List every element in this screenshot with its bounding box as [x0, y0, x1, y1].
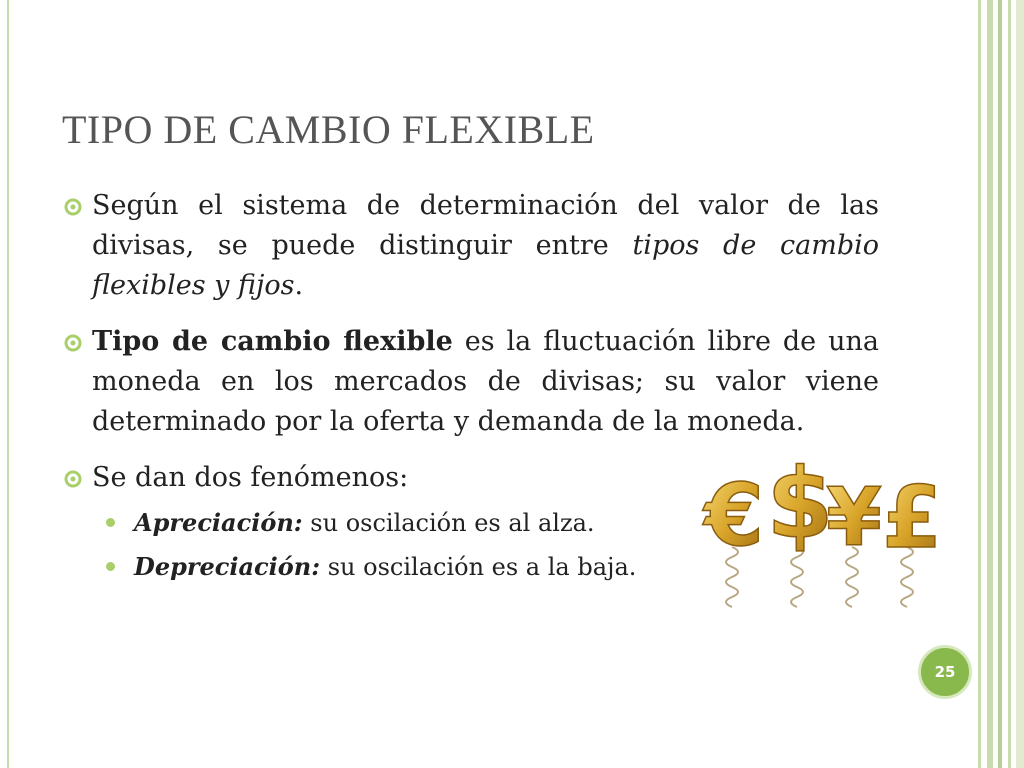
- pound-symbol-icon: £: [882, 468, 942, 568]
- sub-bullet-text: su oscilación es a la baja.: [320, 553, 637, 581]
- sub-bullet-dot: [106, 562, 115, 571]
- right-stripe: [978, 0, 981, 768]
- left-border-line: [7, 0, 9, 768]
- sub-bullet-text: su oscilación es al alza.: [302, 509, 595, 537]
- bullet-text: Según el sistema de determinación del valor de las divisas, se puede distinguir entre: [92, 190, 879, 261]
- dollar-symbol-icon: $: [766, 455, 834, 560]
- sub-bullet-label: Depreciación:: [134, 552, 321, 581]
- bullet-text: Se dan dos fenómenos:: [92, 462, 409, 493]
- right-stripe: [998, 0, 1002, 768]
- bullet-text: es la fluctuación libre de una moneda en los mercados de divisas; su valor viene determinado por la oferta y demanda de la moneda.: [92, 326, 879, 437]
- bullet-text-italic: tipos de cambio flexibles y fijos: [92, 230, 880, 301]
- right-stripe: [1016, 0, 1024, 768]
- bullet-icon: [64, 334, 82, 352]
- bullet-text-bold: Tipo de cambio flexible: [92, 326, 453, 357]
- right-stripe: [987, 0, 993, 768]
- yen-symbol-icon: ¥: [826, 471, 882, 564]
- euro-symbol-icon: €: [704, 466, 764, 566]
- bullet-item: [64, 322, 879, 442]
- bullet-text-end: .: [294, 270, 304, 301]
- bullet-icon: [64, 198, 82, 216]
- sub-bullet-dot: [106, 518, 115, 527]
- bullet-icon: [64, 470, 82, 488]
- currency-symbols-icon: [692, 455, 958, 615]
- bullet-item: [64, 186, 879, 306]
- right-stripe: [1008, 0, 1011, 768]
- sub-bullet-label: Apreciación:: [134, 508, 303, 537]
- slide-title: TIPO DE CAMBIO FLEXIBLE: [62, 107, 595, 152]
- page-number-badge: 25: [918, 645, 972, 699]
